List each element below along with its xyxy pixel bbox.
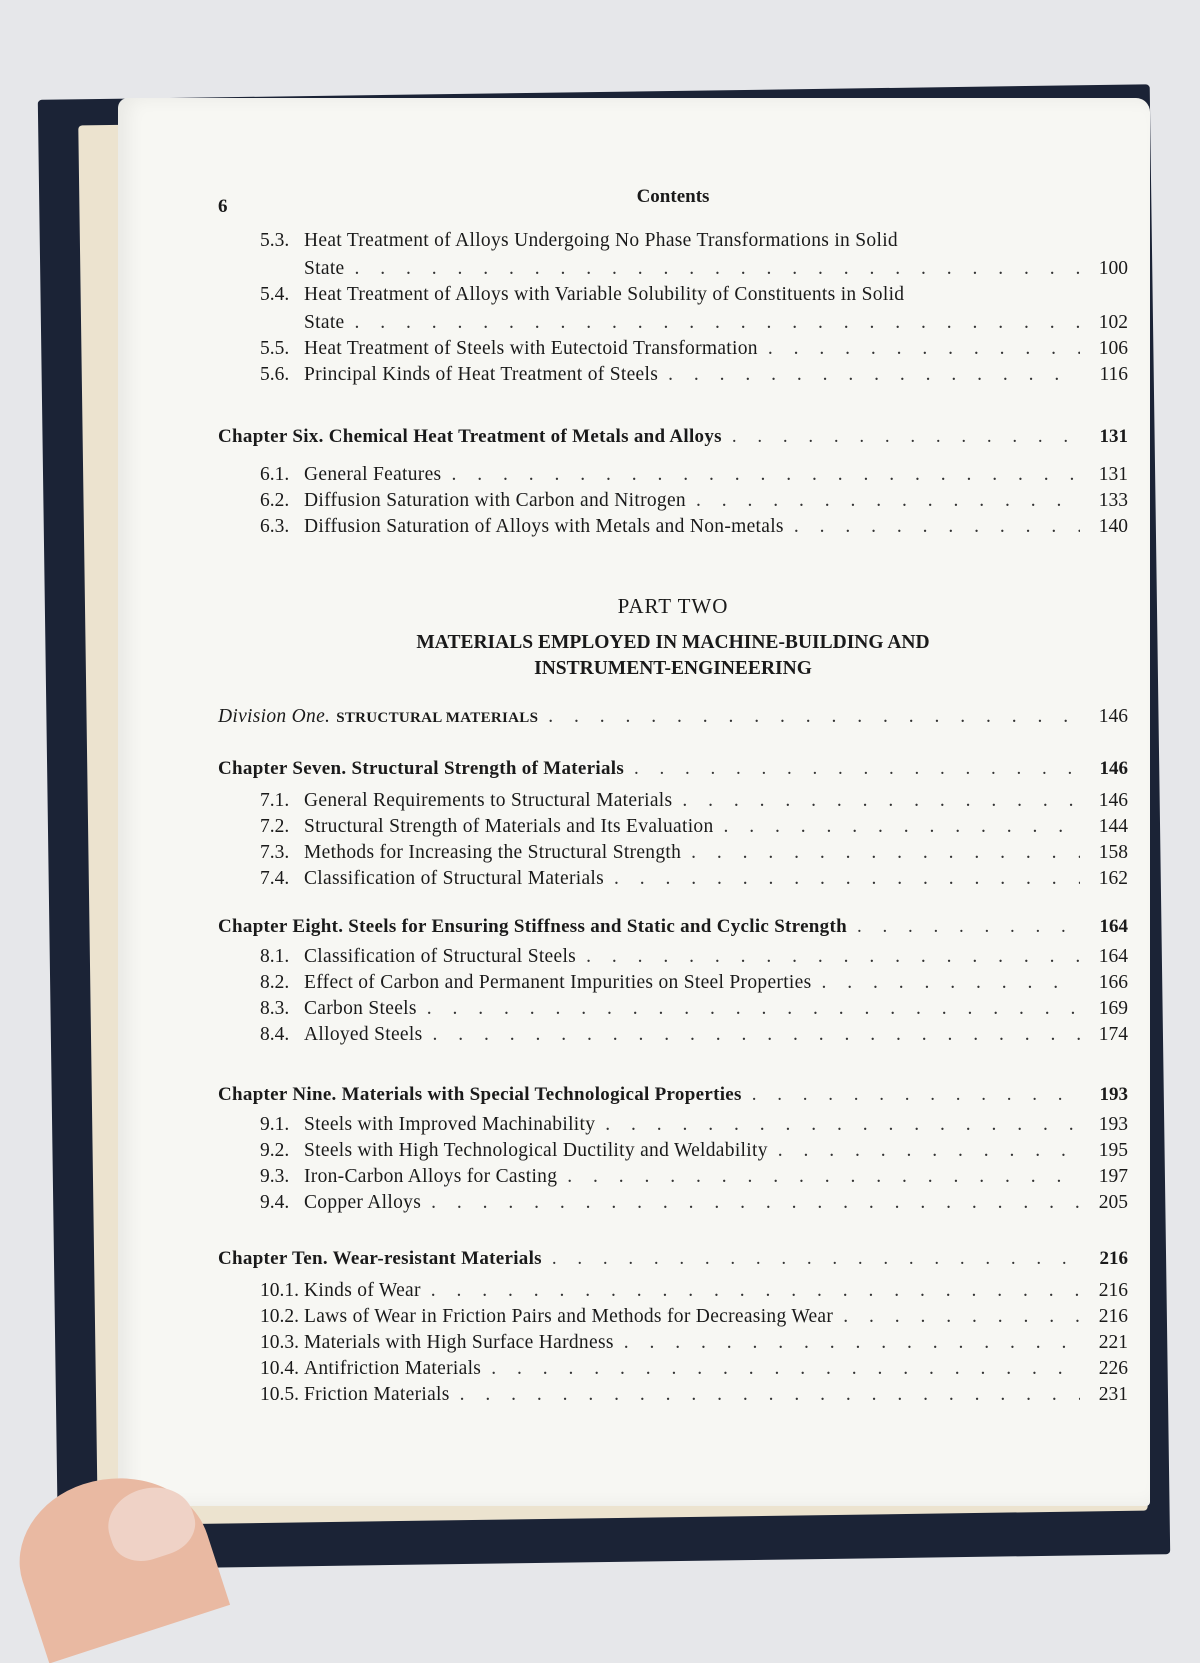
dot-leader (691, 842, 1080, 864)
toc-section-10-1[interactable] (218, 1280, 1128, 1302)
section-number: 8.2. (260, 972, 290, 993)
toc-section-9-4[interactable] (218, 1192, 1128, 1214)
dot-leader (634, 758, 1080, 780)
division-title: STRUCTURAL MATERIALS (336, 710, 539, 726)
chapter-title: Chapter Ten. Wear-resistant Materials (218, 1248, 542, 1269)
section-title: Methods for Increasing the Structural Strength (304, 842, 682, 863)
page-ref: 100 (1098, 258, 1128, 279)
dot-leader (491, 1358, 1080, 1380)
toc-section-7-3[interactable] (218, 842, 1128, 864)
section-title: Carbon Steels (304, 998, 417, 1019)
chapter-title: Chapter Nine. Materials with Special Technological Properties (218, 1084, 742, 1105)
page-ref: 146 (1098, 706, 1128, 727)
dot-leader (460, 1384, 1080, 1406)
page-ref: 205 (1098, 1192, 1128, 1213)
dot-leader (857, 916, 1080, 938)
dot-leader (432, 1024, 1080, 1046)
toc-chapter-9[interactable] (218, 1084, 1128, 1106)
section-number: 7.3. (260, 842, 290, 863)
section-title: Friction Materials (304, 1384, 450, 1405)
toc-section-7-2[interactable] (218, 816, 1128, 838)
page-ref: 146 (1098, 790, 1128, 811)
toc-section-5-4[interactable] (218, 312, 1128, 334)
section-title: Alloyed Steels (304, 1024, 423, 1045)
section-title: Laws of Wear in Friction Pairs and Methods for Decreasing Wear (304, 1306, 834, 1327)
page-ref: 216 (1099, 1248, 1128, 1269)
page-ref: 116 (1099, 364, 1128, 385)
section-title: Effect of Carbon and Permanent Impurities on Steel Properties (304, 972, 812, 993)
section-number: 5.5. (260, 338, 290, 359)
section-title: Iron-Carbon Alloys for Casting (304, 1166, 558, 1187)
section-number: 8.1. (260, 946, 290, 967)
section-number: 8.4. (260, 1024, 290, 1045)
toc-section-8-3[interactable] (218, 998, 1128, 1020)
toc-section-8-4[interactable] (218, 1024, 1128, 1046)
part-title-line2: INSTRUMENT-ENGINEERING (534, 658, 812, 679)
section-number: 10.5. (260, 1384, 299, 1405)
section-number: 8.3. (260, 998, 290, 1019)
page-ref: 226 (1098, 1358, 1128, 1379)
section-number: 5.4. (260, 284, 290, 305)
dot-leader (752, 1084, 1080, 1106)
page-ref: 216 (1098, 1306, 1128, 1327)
page-ref: 193 (1098, 1114, 1128, 1135)
division-label: Division One. (218, 706, 331, 727)
toc-section-6-3[interactable] (218, 516, 1128, 538)
toc-section-10-2[interactable] (218, 1306, 1128, 1328)
table-of-contents (218, 186, 1128, 1486)
section-title: Heat Treatment of Alloys Undergoing No Phase Transformations in Solid (304, 230, 898, 251)
chapter-title: Chapter Seven. Structural Strength of Materials (218, 758, 625, 779)
section-title: Diffusion Saturation of Alloys with Metals and Non-metals (304, 516, 784, 537)
toc-chapter-8[interactable] (218, 916, 1128, 938)
dot-leader (586, 946, 1080, 968)
section-title: Copper Alloys (304, 1192, 422, 1213)
toc-section-10-3[interactable] (218, 1332, 1128, 1354)
section-title: Principal Kinds of Heat Treatment of Steels (304, 364, 659, 385)
dot-leader (427, 998, 1080, 1020)
toc-section-8-2[interactable] (218, 972, 1128, 994)
section-title: Heat Treatment of Alloys with Variable Solubility of Constituents in Solid (304, 284, 905, 305)
section-number: 9.3. (260, 1166, 290, 1187)
page-ref: 231 (1098, 1384, 1128, 1405)
section-title-continued: State (304, 312, 345, 333)
toc-section-8-1[interactable] (218, 946, 1128, 968)
dot-leader (552, 1248, 1080, 1270)
page-ref: 102 (1098, 312, 1128, 333)
page-ref: 221 (1098, 1332, 1128, 1353)
section-number: 7.2. (260, 816, 290, 837)
dot-leader (355, 258, 1081, 280)
dot-leader (696, 490, 1080, 512)
page-ref: 131 (1099, 426, 1128, 447)
running-head: Contents (636, 186, 710, 207)
section-title: Steels with High Technological Ductility and Weldability (304, 1140, 768, 1161)
toc-section-10-5[interactable] (218, 1384, 1128, 1406)
toc-chapter-6[interactable] (218, 426, 1128, 448)
section-title-continued: State (304, 258, 345, 279)
page-ref: 146 (1099, 758, 1128, 779)
section-title: Heat Treatment of Steels with Eutectoid Transformation (304, 338, 758, 359)
section-number: 6.1. (260, 464, 290, 485)
dot-leader (567, 1166, 1080, 1188)
section-number: 6.3. (260, 516, 290, 537)
chapter-title: Chapter Six. Chemical Heat Treatment of Metals and Alloys (218, 426, 722, 447)
dot-leader (768, 338, 1080, 360)
toc-chapter-10[interactable] (218, 1248, 1128, 1270)
dot-leader (682, 790, 1080, 812)
page-ref: 140 (1098, 516, 1128, 537)
page-ref: 197 (1098, 1166, 1128, 1187)
dot-leader (548, 706, 1080, 728)
dot-leader (355, 312, 1081, 334)
dot-leader (724, 816, 1080, 838)
section-title: General Features (304, 464, 442, 485)
toc-section-5-3[interactable] (218, 258, 1128, 280)
dot-leader (668, 364, 1080, 386)
section-title: General Requirements to Structural Materials (304, 790, 673, 811)
section-title: Antifriction Materials (304, 1358, 482, 1379)
book-page (118, 98, 1150, 1506)
toc-section-9-2[interactable] (218, 1140, 1128, 1162)
section-title: Structural Strength of Materials and Its Evaluation (304, 816, 714, 837)
page-ref: 133 (1098, 490, 1128, 511)
toc-section-9-1[interactable] (218, 1114, 1128, 1136)
section-title: Steels with Improved Machinability (304, 1114, 596, 1135)
section-title: Kinds of Wear (304, 1280, 421, 1301)
page-number: 6 (218, 196, 228, 217)
page-ref: 216 (1098, 1280, 1128, 1301)
dot-leader (794, 516, 1080, 538)
section-number: 5.6. (260, 364, 290, 385)
page-ref: 195 (1098, 1140, 1128, 1161)
page-ref: 106 (1098, 338, 1128, 359)
section-title: Classification of Structural Steels (304, 946, 577, 967)
page-ref: 166 (1098, 972, 1128, 993)
section-title: Materials with High Surface Hardness (304, 1332, 614, 1353)
section-number: 9.1. (260, 1114, 290, 1135)
toc-chapter-7[interactable] (218, 758, 1128, 780)
page-ref: 144 (1098, 816, 1128, 837)
dot-leader (605, 1114, 1080, 1136)
page-ref: 164 (1099, 916, 1128, 937)
toc-section-5-3-line1 (218, 230, 1128, 252)
toc-section-10-4[interactable] (218, 1358, 1128, 1380)
toc-section-5-4-line1 (218, 284, 1128, 306)
section-number: 10.3. (260, 1332, 299, 1353)
section-number: 6.2. (260, 490, 290, 511)
toc-section-9-3[interactable] (218, 1166, 1128, 1188)
section-number: 7.1. (260, 790, 290, 811)
page-ref: 174 (1098, 1024, 1128, 1045)
dot-leader (431, 1192, 1080, 1214)
toc-section-5-6[interactable] (218, 364, 1128, 386)
dot-leader (624, 1332, 1080, 1354)
dot-leader (431, 1280, 1080, 1302)
chapter-title: Chapter Eight. Steels for Ensuring Stiffness and Static and Cyclic Strength (218, 916, 847, 937)
toc-section-6-1[interactable] (218, 464, 1128, 486)
page-ref: 131 (1098, 464, 1128, 485)
page-ref: 193 (1099, 1084, 1128, 1105)
page-ref: 164 (1098, 946, 1128, 967)
section-number: 10.1. (260, 1280, 299, 1301)
dot-leader (843, 1306, 1080, 1328)
toc-section-6-2[interactable] (218, 490, 1128, 512)
toc-division-one[interactable] (218, 706, 1128, 728)
part-title-line1: MATERIALS EMPLOYED IN MACHINE-BUILDING AND (416, 632, 930, 653)
page-ref: 158 (1098, 842, 1128, 863)
section-number: 9.4. (260, 1192, 290, 1213)
section-number: 10.2. (260, 1306, 299, 1327)
toc-section-7-1[interactable] (218, 790, 1128, 812)
page-ref: 169 (1098, 998, 1128, 1019)
dot-leader (451, 464, 1080, 486)
part-label: PART TWO (617, 594, 729, 618)
section-title: Classification of Structural Materials (304, 868, 605, 889)
section-title: Diffusion Saturation with Carbon and Nitrogen (304, 490, 686, 511)
dot-leader (778, 1140, 1080, 1162)
page-ref: 162 (1098, 868, 1128, 889)
section-number: 10.4. (260, 1358, 299, 1379)
section-number: 5.3. (260, 230, 290, 251)
dot-leader (732, 426, 1080, 448)
toc-section-7-4[interactable] (218, 868, 1128, 890)
section-number: 9.2. (260, 1140, 290, 1161)
dot-leader (614, 868, 1080, 890)
toc-section-5-5[interactable] (218, 338, 1128, 360)
section-number: 7.4. (260, 868, 290, 889)
dot-leader (821, 972, 1080, 994)
